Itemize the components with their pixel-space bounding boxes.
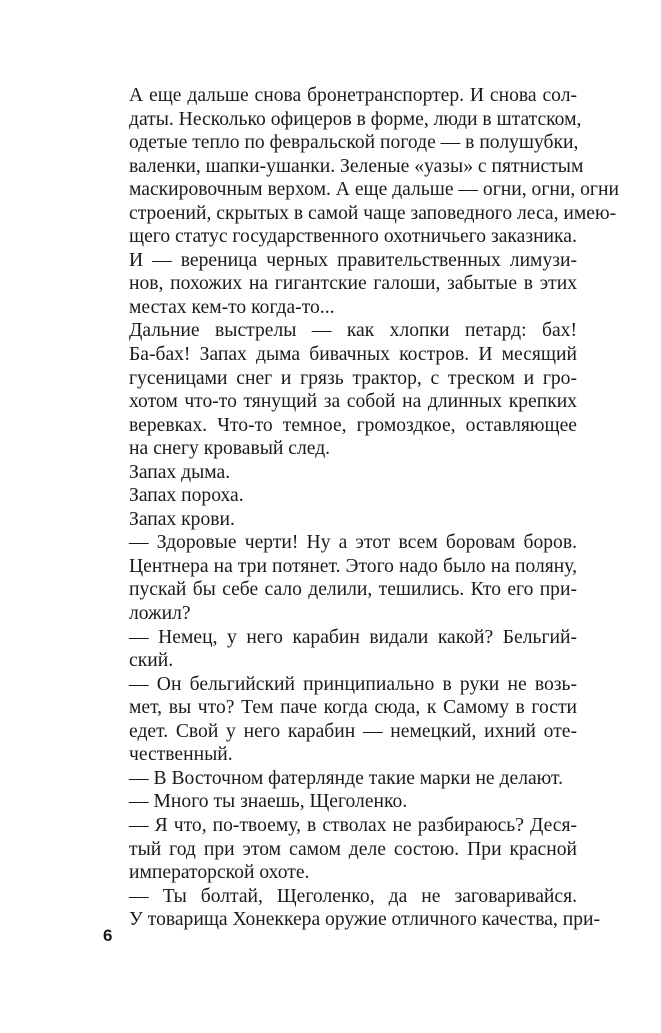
paragraph (103, 249, 577, 320)
text-line: Дальние выстрелы — как хлопки петард: бах! (129, 320, 577, 342)
text-line: пускай бы себе сало делили, тешились. Кто его при- (129, 579, 577, 601)
dialogue-paragraph (103, 673, 577, 767)
text-line: чественный. (129, 744, 233, 766)
body-text (103, 84, 619, 932)
text-line: — Я что, по-твоему, в стволах не разбираюсь? Деся- (129, 814, 577, 836)
text-line: ский. (129, 650, 174, 672)
dialogue-paragraph (103, 626, 577, 673)
text-line: маскировочным верхом. А еще дальше — огни, огни, огни (129, 179, 619, 201)
text-line: Запах дыма. (129, 461, 231, 483)
text-line: веревках. Что-то темное, громоздкое, оставляющее (129, 414, 577, 436)
text-line: И — вереница черных правительственных лимузи- (129, 249, 577, 271)
text-line: Запах крови. (129, 508, 235, 530)
dialogue-paragraph (103, 885, 601, 932)
text-line: нов, похожих на гигантские галоши, забытые в этих (129, 273, 577, 295)
text-line: ложил? (129, 603, 191, 625)
text-line: Центнера на три потянет. Этого надо было на поляну, (129, 555, 577, 577)
text-line: У товарища Хонеккера оружие отличного качества, при- (129, 909, 601, 931)
text-line: — Он бельгийский принципиально в руки не возь- (129, 673, 577, 695)
text-line: валенки, шапки-ушанки. Зеленые «уазы» с пятнистым (129, 155, 584, 177)
text-line: императорской охоте. (129, 862, 310, 884)
text-line: — Здоровые черти! Ну а этот всем боровам боров. (129, 532, 577, 554)
text-line: — В Восточном фатерлянде такие марки не делают. (129, 767, 564, 789)
dialogue-paragraph (103, 531, 577, 625)
paragraph (103, 319, 577, 460)
text-line: щего статус государственного охотничьего заказника. (129, 226, 577, 248)
text-line: хотом что-то тянущий за собой на длинных крепких (129, 391, 577, 413)
text-line: мет, вы что? Тем паче когда сюда, к Самому в гости (129, 697, 577, 719)
paragraph (103, 484, 577, 508)
text-line: тый год при этом самом деле состою. При красной (129, 838, 577, 860)
text-line: местах кем-то когда-то... (129, 296, 335, 318)
text-line: — Ты болтай, Щеголенко, да не заговаривайся. (129, 885, 577, 907)
text-line: на снегу кровавый след. (129, 438, 331, 460)
dialogue-paragraph (103, 767, 577, 791)
paragraph (103, 84, 619, 249)
text-line: даты. Несколько офицеров в форме, люди в штатском, (129, 108, 582, 130)
dialogue-paragraph (103, 790, 577, 814)
text-line: — Много ты знаешь, Щеголенко. (129, 791, 408, 813)
text-line: Запах пороха. (129, 485, 244, 507)
text-line: строений, скрытых в самой чаще заповедного леса, имею- (129, 202, 617, 224)
text-line: гусеницами снег и грязь трактор, с треском и гро- (129, 367, 577, 389)
text-line: А еще дальше снова бронетранспортер. И снова сол- (129, 85, 577, 106)
paragraph (103, 461, 577, 485)
page-number: 6 (103, 926, 113, 945)
paragraph (103, 508, 577, 532)
dialogue-paragraph (103, 814, 577, 885)
text-line: — Немец, у него карабин видали какой? Бельгий- (129, 626, 577, 648)
text-line: одетые тепло по февральской погоде — в полушубки, (129, 132, 579, 154)
text-line: едет. Свой у него карабин — немецкий, ихний оте- (129, 720, 577, 742)
text-line: Ба-бах! Запах дыма бивачных костров. И месящий (129, 344, 577, 366)
